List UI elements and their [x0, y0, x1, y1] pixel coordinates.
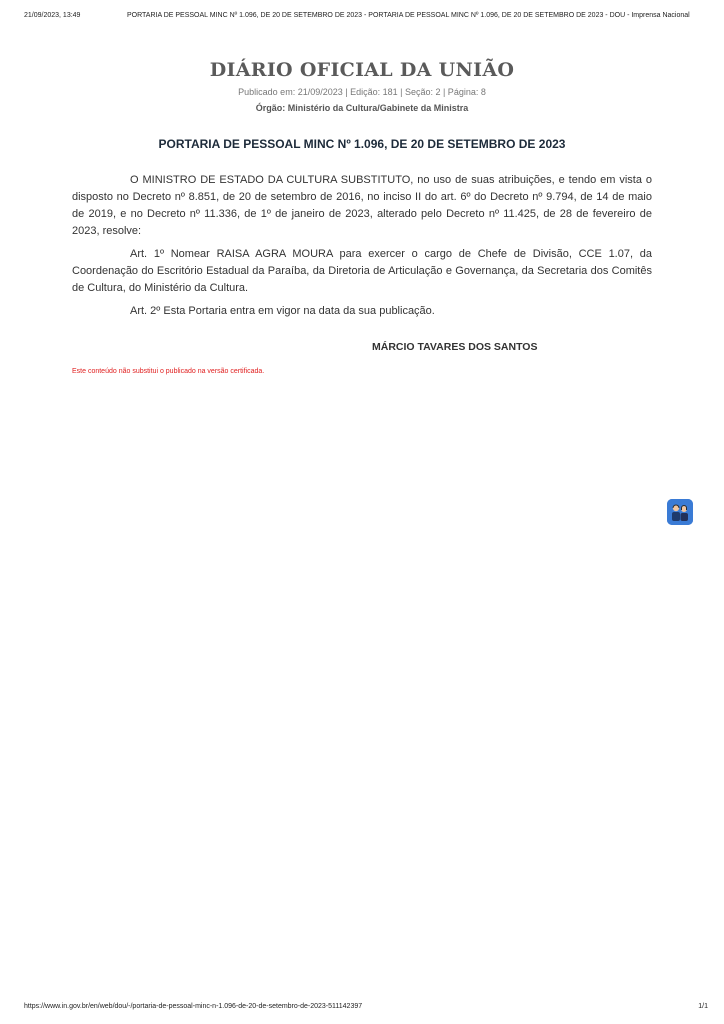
document-body	[72, 172, 652, 326]
paragraph-article-1: Art. 1º Nomear RAISA AGRA MOURA para exercer o cargo de Chefe de Divisão, CCE 1.07, da Coordenação do Escritório Estadual da Paraíba, da Diretoria de Articulação e Governança, da Secretaria dos Comitês de Cultura, do Ministério da Cultura.	[72, 248, 652, 294]
print-page-title: PORTARIA DE PESSOAL MINC Nº 1.096, DE 20 DE SETEMBRO DE 2023 - PORTARIA DE PESSOAL MINC Nº 1.096, DE 20 DE SETEMBRO DE 2023 - DOU - Imprensa Nacional	[127, 12, 690, 19]
document-title: PORTARIA DE PESSOAL MINC Nº 1.096, DE 20 DE SETEMBRO DE 2023	[158, 137, 566, 151]
print-url: https://www.in.gov.br/en/web/dou/-/portaria-de-pessoal-minc-n-1.096-de-20-de-setembro-de-2023-511142397	[24, 1003, 363, 1010]
certification-disclaimer: Este conteúdo não substitui o publicado na versão certificada.	[72, 368, 265, 375]
print-page-number: 1/1	[698, 1003, 708, 1010]
masthead	[0, 59, 724, 113]
chat-assistant-button[interactable]	[667, 499, 693, 525]
print-date: 21/09/2023, 13:49	[24, 12, 81, 19]
publication-meta: Publicado em: 21/09/2023 | Edição: 181 | Seção: 2 | Página: 8	[238, 87, 486, 97]
paragraph-preamble: O MINISTRO DE ESTADO DA CULTURA SUBSTITUTO, no uso de suas atribuições, e tendo em vista o disposto no Decreto nº 8.851, de 20 de setembro de 2016, no inciso II do art. 6º do Decreto nº 9.794, de 14 de maio de 2019, e no Decreto nº 11.336, de 1º de janeiro de 2023, alterado pelo Decreto nº 11.425, de 28 de fevereiro de 2023, resolve:	[72, 174, 652, 237]
publication-brand: DIÁRIO OFICIAL DA UNIÃO	[209, 59, 515, 81]
paragraph-article-2: Art. 2º Esta Portaria entra em vigor na data da sua publicação.	[130, 305, 435, 317]
publication-orgao: Órgão: Ministério da Cultura/Gabinete da Ministra	[255, 103, 469, 113]
signature-name: MÁRCIO TAVARES DOS SANTOS	[372, 341, 538, 353]
chat-assistant-icon	[667, 499, 693, 525]
